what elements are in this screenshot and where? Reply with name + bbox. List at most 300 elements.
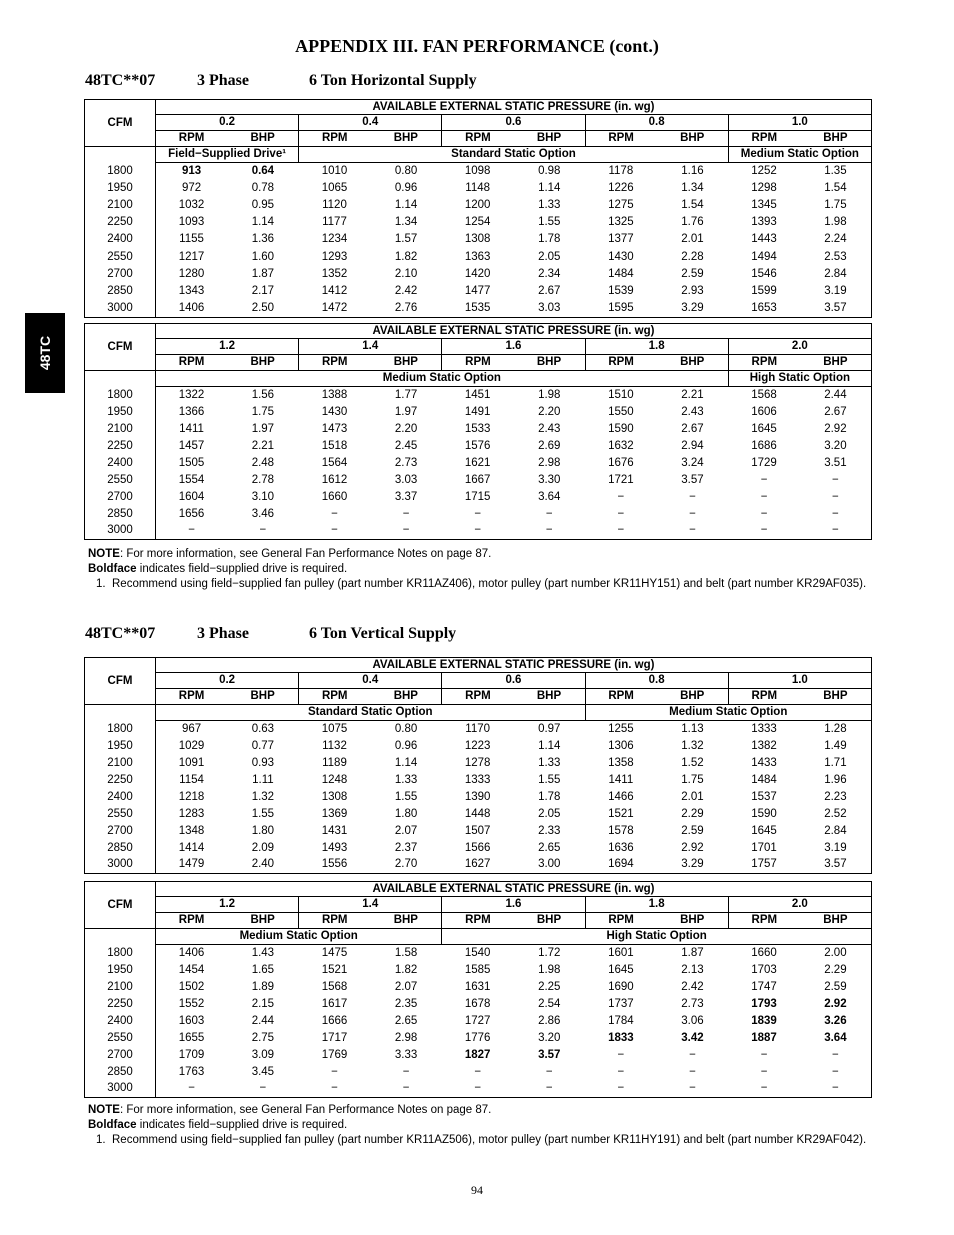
cfm-header: CFM [85, 658, 156, 705]
bhp-value: 2.65 [394, 1014, 418, 1027]
bhp-value: 1.57 [394, 233, 418, 246]
rpm-value: 1784 [608, 1014, 634, 1027]
bhp-value: 1.71 [824, 756, 847, 769]
rpm-label: RPM [728, 355, 800, 371]
rpm-value: 1552 [178, 997, 205, 1010]
cfm-value: 3000 [85, 1081, 156, 1098]
bhp-value: 1.80 [251, 824, 275, 837]
bhp-value: 1.89 [251, 980, 275, 993]
bhp-value: 2.01 [681, 233, 704, 246]
bhp-value: 2.10 [394, 267, 418, 280]
pressure-header: AVAILABLE EXTERNAL STATIC PRESSURE (in. wg) [156, 324, 872, 339]
bhp-value: 0.64 [251, 164, 275, 177]
rpm-value: 1678 [464, 997, 491, 1010]
bhp-value: − [689, 507, 696, 520]
appendix-title: APPENDIX III. FAN PERFORMANCE (cont.) [295, 36, 659, 56]
bhp-value: − [689, 490, 696, 503]
bhp-value: 1.16 [681, 164, 704, 177]
pressure-value: 1.6 [442, 339, 585, 355]
bhp-value: 1.55 [251, 807, 275, 820]
bhp-value: 2.43 [538, 422, 561, 435]
rpm-value: 1075 [321, 722, 348, 735]
bhp-value: 1.77 [394, 388, 418, 401]
drive-zone-row [85, 147, 872, 163]
pressure-value: 1.0 [728, 115, 871, 131]
bhp-value: 0.63 [251, 722, 275, 735]
bhp-value: 1.72 [538, 946, 561, 959]
note-label: NOTE [88, 548, 120, 560]
rpm-value: − [617, 524, 625, 537]
rpm-value: 1507 [464, 824, 491, 837]
notes-horizontal [88, 547, 870, 592]
bhp-value: 3.57 [681, 473, 704, 486]
rpm-value: 1431 [321, 824, 348, 837]
bhp-value: 1.28 [824, 722, 847, 735]
table-row [85, 489, 872, 506]
bhp-value: 1.97 [394, 405, 418, 418]
rpm-value: 1535 [464, 301, 491, 314]
rpm-value: 1178 [608, 164, 634, 177]
drive-zone-label: Medium Static Option [728, 147, 871, 163]
bhp-value: 2.65 [538, 841, 561, 854]
rpm-value: 1827 [464, 1048, 491, 1061]
rpm-value: 1645 [751, 422, 777, 435]
bhp-value: 2.00 [824, 946, 847, 959]
rpm-value: 1308 [464, 233, 491, 246]
bhp-value: 2.34 [538, 267, 561, 280]
pressure-row [85, 115, 872, 131]
bhp-label: BHP [800, 913, 872, 929]
table-row [85, 1013, 872, 1030]
bhp-value: 3.51 [824, 456, 847, 469]
bhp-value: 2.21 [681, 388, 704, 401]
bhp-value: 1.75 [681, 773, 704, 786]
rpm-value: 1457 [178, 439, 205, 452]
rpm-value: − [474, 1065, 482, 1078]
cfm-value: 2850 [85, 840, 156, 857]
bhp-value: 3.46 [251, 507, 275, 520]
bhp-value: 3.30 [538, 473, 561, 486]
table-row [85, 455, 872, 472]
bhp-value: − [545, 507, 553, 520]
rpm-value: 1155 [179, 233, 204, 246]
rpm-value: 1554 [178, 473, 205, 486]
rpm-value: 1636 [608, 841, 634, 854]
rpm-value: 1454 [178, 963, 205, 976]
rpm-value: 1660 [751, 946, 777, 959]
drive-zone-row [85, 371, 872, 387]
bhp-value: 1.32 [251, 790, 275, 803]
bhp-value: 2.20 [394, 422, 418, 435]
side-tab [25, 313, 65, 393]
rpm-value: 1252 [751, 164, 777, 177]
table-row [85, 789, 872, 806]
bhp-value: 2.37 [394, 841, 418, 854]
rpm-value: 1010 [321, 164, 348, 177]
rpm-value: 1451 [464, 388, 491, 401]
rpm-value: 913 [181, 164, 202, 177]
rpm-label: RPM [728, 913, 800, 929]
boldface-line [88, 1118, 870, 1133]
rpm-value: 1564 [321, 456, 348, 469]
rpm-value: 1601 [608, 946, 634, 959]
bhp-value: 1.14 [394, 198, 418, 211]
bhp-label: BHP [227, 913, 299, 929]
rpm-value: 1325 [608, 216, 634, 229]
cfm-value: 2250 [85, 996, 156, 1013]
pressure-header: AVAILABLE EXTERNAL STATIC PRESSURE (in. wg) [156, 882, 872, 897]
rpm-value: − [331, 507, 338, 520]
rpm-value: 1578 [608, 824, 634, 837]
pressure-row [85, 673, 872, 689]
bhp-value: 1.76 [681, 216, 704, 229]
rpm-value: 1709 [178, 1048, 205, 1061]
footnote [88, 577, 870, 592]
rpm-value: 972 [181, 181, 202, 194]
bhp-label: BHP [370, 689, 442, 705]
rpm-value: 1539 [608, 284, 634, 297]
cfm-value: 2850 [85, 506, 156, 523]
rpm-value: 1703 [751, 963, 777, 976]
rpm-value: 1377 [608, 233, 634, 246]
bhp-value: 2.84 [824, 267, 847, 280]
rpm-value: 1887 [751, 1031, 777, 1044]
cfm-spacer [85, 705, 156, 721]
note-text: : For more information, see General Fan Performance Notes on page 87. [119, 1104, 492, 1116]
rpm-value: 1406 [178, 301, 205, 314]
section-name: 6 Ton Vertical Supply [309, 625, 457, 642]
drive-zone-label: High Static Option [728, 371, 871, 387]
bhp-value: − [832, 490, 839, 503]
cfm-value: 2100 [85, 979, 156, 996]
rpm-value: − [760, 1082, 768, 1095]
rpm-label: RPM [442, 689, 514, 705]
rpm-value: 1472 [321, 301, 348, 314]
bhp-label: BHP [513, 913, 585, 929]
rpm-value: 1627 [464, 858, 491, 871]
bhp-label: BHP [227, 355, 299, 371]
bhp-value: 1.13 [681, 722, 704, 735]
rpm-value: 1234 [321, 233, 348, 246]
bhp-label: BHP [800, 355, 872, 371]
bhp-value: 3.57 [824, 301, 847, 314]
table-row [85, 248, 872, 265]
rpm-value: 1352 [321, 267, 348, 280]
rpm-value: 1406 [178, 946, 205, 959]
bhp-value: 1.33 [538, 198, 561, 211]
bhp-value: 2.67 [824, 405, 847, 418]
rpm-value: − [760, 524, 768, 537]
bhp-value: − [402, 524, 410, 537]
rpm-value: 1533 [464, 422, 491, 435]
rpm-bhp-row [85, 913, 872, 929]
rpm-value: 1189 [322, 756, 347, 769]
pressure-row [85, 339, 872, 355]
note-line [88, 547, 870, 562]
cfm-value: 2400 [85, 231, 156, 248]
rpm-value: 1226 [608, 181, 634, 194]
note-label: NOTE [88, 1104, 120, 1116]
drive-zone-row [85, 705, 872, 721]
bhp-value: 1.75 [251, 405, 275, 418]
bhp-value: 2.33 [538, 824, 561, 837]
bhp-value: 1.98 [538, 963, 561, 976]
bhp-value: − [832, 473, 839, 486]
rpm-value: 1631 [464, 980, 491, 993]
rpm-value: 1154 [179, 773, 204, 786]
rpm-value: 1540 [464, 946, 491, 959]
rpm-value: 1617 [321, 997, 348, 1010]
bhp-value: 2.29 [824, 963, 847, 976]
bhp-value: 2.25 [538, 980, 561, 993]
header-row [85, 324, 872, 339]
table-row [85, 840, 872, 857]
fan-table-vertical-low [84, 657, 871, 874]
rpm-value: − [760, 1065, 768, 1078]
cfm-value: 3000 [85, 300, 156, 317]
rpm-label: RPM [442, 131, 514, 147]
drive-zone-label: Medium Static Option [156, 371, 729, 387]
rpm-value: 1656 [178, 507, 205, 520]
cfm-value: 2400 [85, 455, 156, 472]
bhp-value: 2.15 [251, 997, 275, 1010]
rpm-label: RPM [585, 913, 657, 929]
rpm-value: 1717 [321, 1031, 348, 1044]
bhp-value: 2.76 [394, 301, 418, 314]
rpm-label: RPM [728, 131, 800, 147]
rpm-value: − [331, 1065, 338, 1078]
rpm-value: − [617, 1065, 625, 1078]
bhp-label: BHP [657, 355, 729, 371]
rpm-value: − [617, 1082, 625, 1095]
pressure-row [85, 897, 872, 913]
rpm-value: 1494 [751, 250, 777, 263]
bhp-value: 1.98 [538, 388, 561, 401]
cfm-value: 2550 [85, 248, 156, 265]
cfm-value: 2100 [85, 197, 156, 214]
rpm-value: 1200 [464, 198, 491, 211]
bhp-value: 2.54 [538, 997, 561, 1010]
bhp-value: − [832, 524, 839, 537]
bhp-value: − [832, 1065, 839, 1078]
bhp-value: 1.54 [681, 198, 704, 211]
section-phase: 3 Phase [197, 625, 249, 642]
bhp-value: − [689, 1082, 696, 1095]
bhp-value: 1.58 [394, 946, 418, 959]
bhp-value: 1.82 [394, 250, 418, 263]
bhp-value: 2.21 [251, 439, 275, 452]
bhp-value: 2.44 [251, 1014, 275, 1027]
cfm-value: 2700 [85, 823, 156, 840]
drive-zone-label: Field−Supplied Drive¹ [156, 147, 299, 163]
bhp-value: 1.14 [538, 739, 561, 752]
rpm-value: 1369 [321, 807, 348, 820]
bhp-label: BHP [370, 355, 442, 371]
drive-zone-label: High Static Option [442, 929, 872, 945]
table-row [85, 1081, 872, 1098]
rpm-value: 1839 [751, 1014, 777, 1027]
rpm-value: 1382 [751, 739, 777, 752]
rpm-label: RPM [156, 913, 228, 929]
rpm-value: 1690 [608, 980, 634, 993]
rpm-value: − [188, 524, 195, 537]
section-title-horizontal [85, 72, 477, 92]
table-row [85, 721, 872, 738]
rpm-value: 1466 [608, 790, 634, 803]
bhp-value: 2.98 [538, 456, 561, 469]
bhp-label: BHP [513, 689, 585, 705]
rpm-label: RPM [585, 355, 657, 371]
bhp-value: 3.64 [824, 1031, 847, 1044]
bhp-value: 1.34 [681, 181, 704, 194]
bhp-value: 1.80 [394, 807, 418, 820]
bhp-value: 2.17 [251, 284, 275, 297]
bhp-value: 2.48 [251, 456, 275, 469]
rpm-value: 1521 [321, 963, 348, 976]
rpm-value: 1763 [178, 1065, 205, 1078]
bhp-value: 0.97 [538, 722, 561, 735]
cfm-value: 2400 [85, 1013, 156, 1030]
rpm-value: 1686 [751, 439, 777, 452]
pressure-value: 0.2 [156, 115, 299, 131]
rpm-value: 1556 [321, 858, 348, 871]
bhp-value: 3.33 [394, 1048, 418, 1061]
pressure-value: 1.4 [299, 897, 442, 913]
bhp-value: 0.80 [394, 164, 418, 177]
table-row [85, 506, 872, 523]
bhp-value: 1.82 [394, 963, 418, 976]
bhp-value: 3.57 [538, 1048, 561, 1061]
bhp-value: 3.45 [251, 1065, 275, 1078]
rpm-value: 1345 [751, 198, 777, 211]
rpm-value: 1308 [321, 790, 348, 803]
cfm-value: 1800 [85, 721, 156, 738]
bhp-value: 0.96 [394, 739, 418, 752]
bhp-value: 1.11 [252, 773, 274, 786]
rpm-value: 1278 [464, 756, 491, 769]
bhp-value: 3.24 [681, 456, 704, 469]
bhp-value: 2.13 [681, 963, 704, 976]
rpm-label: RPM [585, 689, 657, 705]
bhp-value: 2.53 [824, 250, 847, 263]
rpm-value: 1590 [608, 422, 634, 435]
bhp-value: 3.00 [538, 858, 561, 871]
bhp-value: 2.01 [681, 790, 704, 803]
rpm-value: − [474, 1082, 482, 1095]
side-tab-label: 48TC [37, 335, 53, 371]
rpm-value: 1363 [464, 250, 491, 263]
bhp-value: 3.57 [824, 858, 847, 871]
pressure-value: 1.2 [156, 897, 299, 913]
fan-performance-table [84, 881, 872, 1098]
bhp-value: 2.40 [251, 858, 275, 871]
rpm-value: 1604 [178, 490, 205, 503]
table-row [85, 214, 872, 231]
rpm-value: 1218 [178, 790, 205, 803]
rpm-label: RPM [442, 355, 514, 371]
rpm-value: 1358 [608, 756, 634, 769]
bhp-value: − [402, 1065, 410, 1078]
drive-zone-label: Standard Static Option [156, 705, 586, 721]
rpm-value: − [760, 473, 768, 486]
bhp-value: 2.92 [681, 841, 704, 854]
rpm-value: 1475 [321, 946, 348, 959]
boldface-label: Boldface [88, 1119, 137, 1131]
table-row [85, 823, 872, 840]
cfm-value: 2250 [85, 438, 156, 455]
pressure-header: AVAILABLE EXTERNAL STATIC PRESSURE (in. wg) [156, 100, 872, 115]
cfm-value: 2550 [85, 472, 156, 489]
rpm-label: RPM [156, 355, 228, 371]
bhp-value: 3.03 [538, 301, 561, 314]
bhp-value: 2.50 [251, 301, 275, 314]
rpm-value: 1606 [751, 405, 777, 418]
bhp-value: 1.35 [824, 164, 847, 177]
cfm-value: 2100 [85, 421, 156, 438]
cfm-header: CFM [85, 100, 156, 147]
rpm-value: 1576 [464, 439, 491, 452]
bhp-value: 1.32 [681, 739, 704, 752]
bhp-value: 2.43 [681, 405, 704, 418]
rpm-value: 1729 [751, 456, 777, 469]
rpm-value: 1366 [178, 405, 205, 418]
bhp-label: BHP [657, 689, 729, 705]
table-row [85, 523, 872, 540]
bhp-value: 1.34 [394, 216, 418, 229]
bhp-value: 0.78 [251, 181, 275, 194]
bhp-value: 0.80 [394, 722, 418, 735]
rpm-value: 1537 [751, 790, 777, 803]
bhp-label: BHP [657, 913, 729, 929]
fan-table-vertical-high [84, 881, 871, 1098]
bhp-value: 1.98 [824, 216, 847, 229]
bhp-value: 1.75 [824, 198, 847, 211]
rpm-value: 1757 [751, 858, 777, 871]
footnote-text: Recommend using field−supplied fan pulley (part number KR11AZ406), motor pulley (part number KR11HY151) and belt (part number KR29AF035). [112, 578, 867, 590]
rpm-value: 1566 [464, 841, 491, 854]
bhp-value: 0.93 [251, 756, 275, 769]
rpm-value: 1433 [751, 756, 777, 769]
cfm-value: 1950 [85, 180, 156, 197]
rpm-value: 1833 [608, 1031, 634, 1044]
bhp-value: 1.52 [681, 756, 704, 769]
cfm-spacer [85, 929, 156, 945]
bhp-value: 3.19 [824, 841, 847, 854]
bhp-value: 2.70 [394, 858, 418, 871]
bhp-value: 1.14 [394, 756, 418, 769]
bhp-value: 3.10 [251, 490, 275, 503]
rpm-value: 1348 [178, 824, 205, 837]
rpm-value: 1727 [464, 1014, 491, 1027]
rpm-label: RPM [299, 355, 371, 371]
pressure-value: 1.2 [156, 339, 299, 355]
table-row [85, 755, 872, 772]
rpm-value: 1430 [608, 250, 634, 263]
bhp-value: − [402, 507, 410, 520]
bhp-value: 2.28 [681, 250, 704, 263]
rpm-label: RPM [299, 689, 371, 705]
table-row [85, 772, 872, 789]
rpm-value: 1645 [751, 824, 777, 837]
bhp-value: 2.59 [681, 267, 704, 280]
bhp-value: − [689, 524, 696, 537]
rpm-value: 1776 [464, 1031, 491, 1044]
rpm-value: − [760, 1048, 768, 1061]
bhp-value: 2.92 [824, 422, 847, 435]
table-row [85, 472, 872, 489]
table-row [85, 387, 872, 404]
bhp-value: 2.07 [394, 824, 418, 837]
